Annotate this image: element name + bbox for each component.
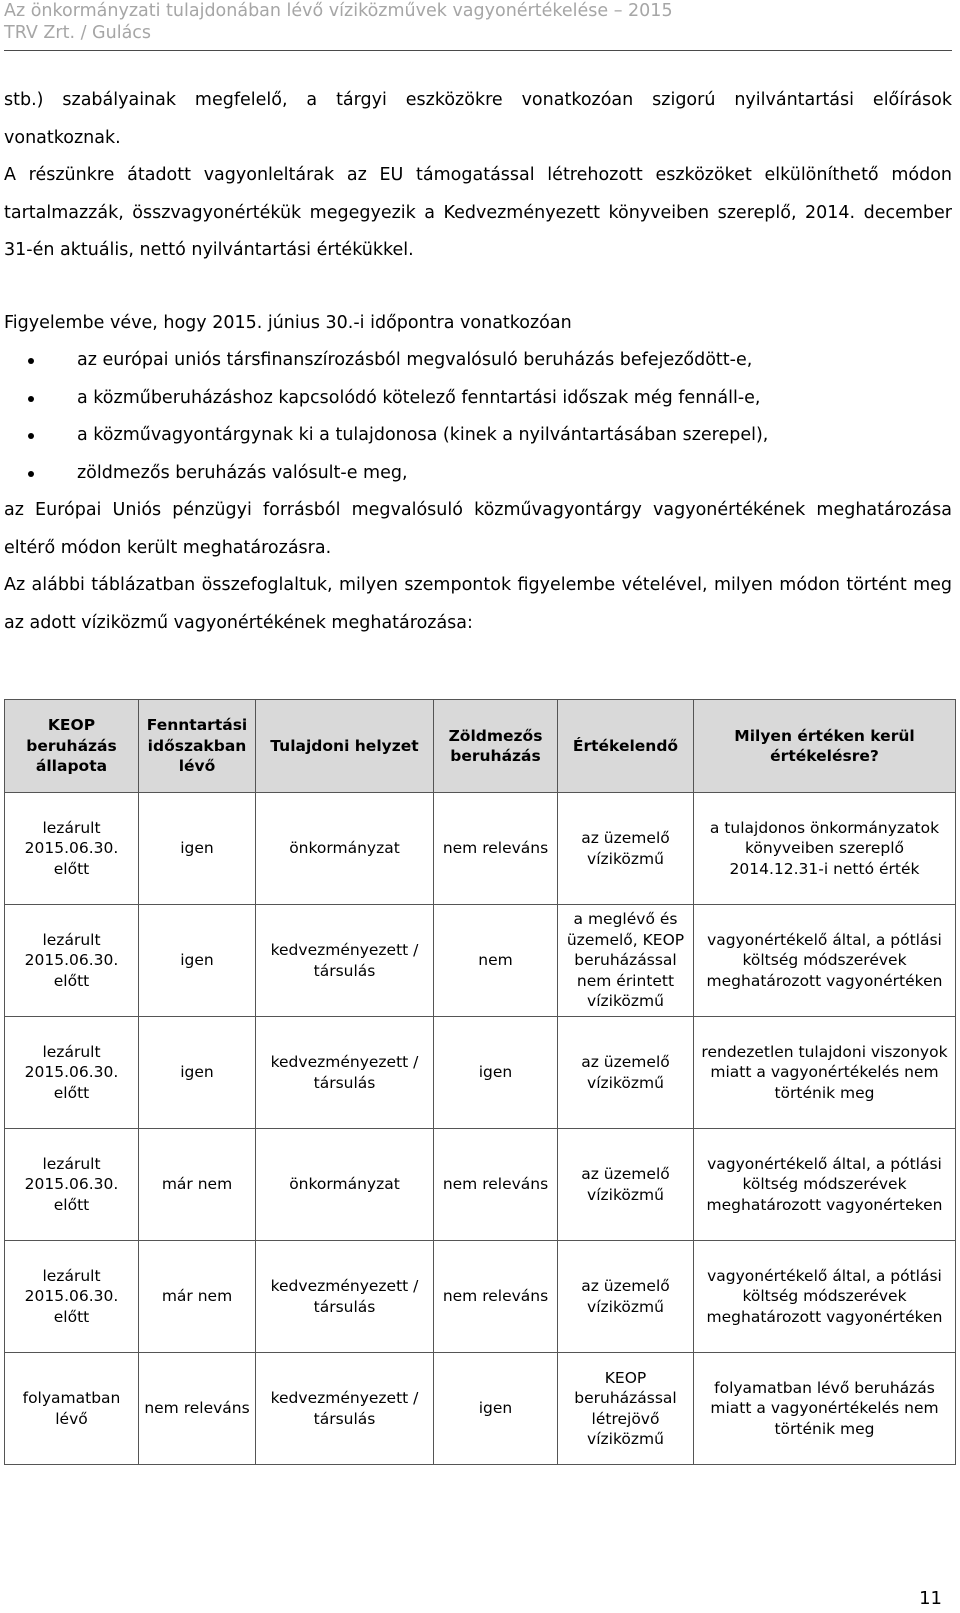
column-header: KEOP beruházás állapota (5, 700, 139, 793)
list-item (4, 342, 952, 380)
bullet-icon (28, 396, 34, 402)
paragraph-gap (4, 270, 952, 305)
table-cell: lezárult 2015.06.30. előtt (5, 1129, 139, 1241)
table-cell: lezárult 2015.06.30. előtt (5, 1241, 139, 1353)
list-item-text: zöldmezős beruházás valósult-e meg, (77, 462, 408, 483)
bullet-icon (28, 358, 34, 364)
table-row (5, 1353, 956, 1465)
table-cell: nem (434, 905, 558, 1017)
table-cell: kedvezményezett / társulás (256, 905, 434, 1017)
bullet-icon (28, 433, 34, 439)
list-item-text: az európai uniós társfinanszírozásból megvalósuló beruházás befejeződött-e, (77, 350, 753, 370)
list-item (4, 380, 952, 418)
table-cell: igen (434, 1017, 558, 1129)
table-cell: igen (139, 1017, 256, 1129)
table-cell: nem releváns (434, 1241, 558, 1353)
table-row (5, 1129, 956, 1241)
table-cell: igen (434, 1353, 558, 1465)
paragraph-inventory: A részünkre átadott vagyonleltárak az EU támogatással létrehozott eszközöket elkülöníthető módon tartalmazzák, összvagyonértékük megegyezik a Kedvezményezett könyveiben szereplő, 2014. december 31-én aktuális, nettó nyilvántartási értékükkel. (4, 165, 952, 260)
table-row (5, 1241, 956, 1353)
table-cell: lezárult 2015.06.30. előtt (5, 793, 139, 905)
paragraph-eu-value: az Európai Uniós pénzügyi forrásból megvalósuló közművagyontárgy vagyonértékének meghatározása eltérő módon került meghatározásra. (4, 500, 952, 558)
table-cell: az üzemelő víziközmű (558, 1017, 694, 1129)
table-cell: rendezetlen tulajdoni viszonyok miatt a vagyonértékelés nem történik meg (694, 1017, 956, 1129)
paragraph-continuation: stb.) szabályainak megfelelő, a tárgyi eszközökre vonatkozóan szigorú nyilvántartási előírások vonatkoznak. (4, 90, 952, 148)
table-cell: a tulajdonos önkormányzatok könyveiben szereplő 2014.12.31-i nettó érték (694, 793, 956, 905)
table-row (5, 1017, 956, 1129)
table-header-row (5, 700, 956, 793)
table-cell: már nem (139, 1129, 256, 1241)
bullet-icon (28, 471, 34, 477)
header-author: TRV Zrt. / Gulács (4, 23, 152, 43)
page-header (4, 0, 954, 44)
list-item-text: a közműberuházáshoz kapcsolódó kötelező fenntartási időszak még fennáll-e, (77, 387, 761, 408)
table-row (5, 905, 956, 1017)
table-cell: vagyonértékelő által, a pótlási költség módszerévek meghatározott vagyonértéken (694, 905, 956, 1017)
table-cell: vagyonértékelő által, a pótlási költség módszerévek meghatározott vagyonérteken (694, 1129, 956, 1241)
table-cell: KEOP beruházással létrejövő víziközmű (558, 1353, 694, 1465)
table-cell: lezárult 2015.06.30. előtt (5, 905, 139, 1017)
table-cell: folyamatban lévő beruházás miatt a vagyonértékelés nem történik meg (694, 1353, 956, 1465)
table-cell: kedvezményezett / társulás (256, 1017, 434, 1129)
column-header: Milyen értéken kerül értékelésre? (694, 700, 956, 793)
table-cell: az üzemelő víziközmű (558, 793, 694, 905)
table-cell: igen (139, 793, 256, 905)
table-cell: nem releváns (139, 1353, 256, 1465)
table-cell: már nem (139, 1241, 256, 1353)
header-divider (4, 50, 952, 51)
list-item (4, 417, 952, 455)
table-cell: nem releváns (434, 793, 558, 905)
table-cell: kedvezményezett / társulás (256, 1241, 434, 1353)
table-cell: az üzemelő víziközmű (558, 1129, 694, 1241)
table-row (5, 793, 956, 905)
table-cell: az üzemelő víziközmű (558, 1241, 694, 1353)
valuation-table (4, 699, 956, 1465)
table-cell: a meglévő és üzemelő, KEOP beruházással nem érintett víziközmű (558, 905, 694, 1017)
table-cell: folyamatban lévő (5, 1353, 139, 1465)
column-header: Tulajdoni helyzet (256, 700, 434, 793)
page-number: 11 (919, 1588, 942, 1609)
document-body (4, 82, 952, 642)
column-header: Fenntartási időszakban lévő (139, 700, 256, 793)
column-header: Zöldmezős beruházás (434, 700, 558, 793)
table-cell: lezárult 2015.06.30. előtt (5, 1017, 139, 1129)
table-cell: nem releváns (434, 1129, 558, 1241)
column-header: Értékelendő (558, 700, 694, 793)
paragraph-table-intro: Az alábbi táblázatban összefoglaltuk, milyen szempontok figyelembe vételével, milyen módon történt meg az adott víziközmű vagyonértékének meghatározása: (4, 575, 952, 633)
list-item (4, 455, 952, 493)
list-item-text: a közművagyontárgynak ki a tulajdonosa (kinek a nyilvántartásában szerepel), (77, 425, 769, 445)
criteria-list (4, 342, 952, 492)
header-title: Az önkormányzati tulajdonában lévő víziközművek vagyonértékelése – 2015 (4, 1, 673, 21)
paragraph-intro: Figyelembe véve, hogy 2015. június 30.-i időpontra vonatkozóan (4, 312, 572, 333)
table-cell: igen (139, 905, 256, 1017)
table-cell: önkormányzat (256, 1129, 434, 1241)
table-cell: önkormányzat (256, 793, 434, 905)
table-cell: vagyonértékelő által, a pótlási költség módszerévek meghatározott vagyonértéken (694, 1241, 956, 1353)
table-cell: kedvezményezett / társulás (256, 1353, 434, 1465)
